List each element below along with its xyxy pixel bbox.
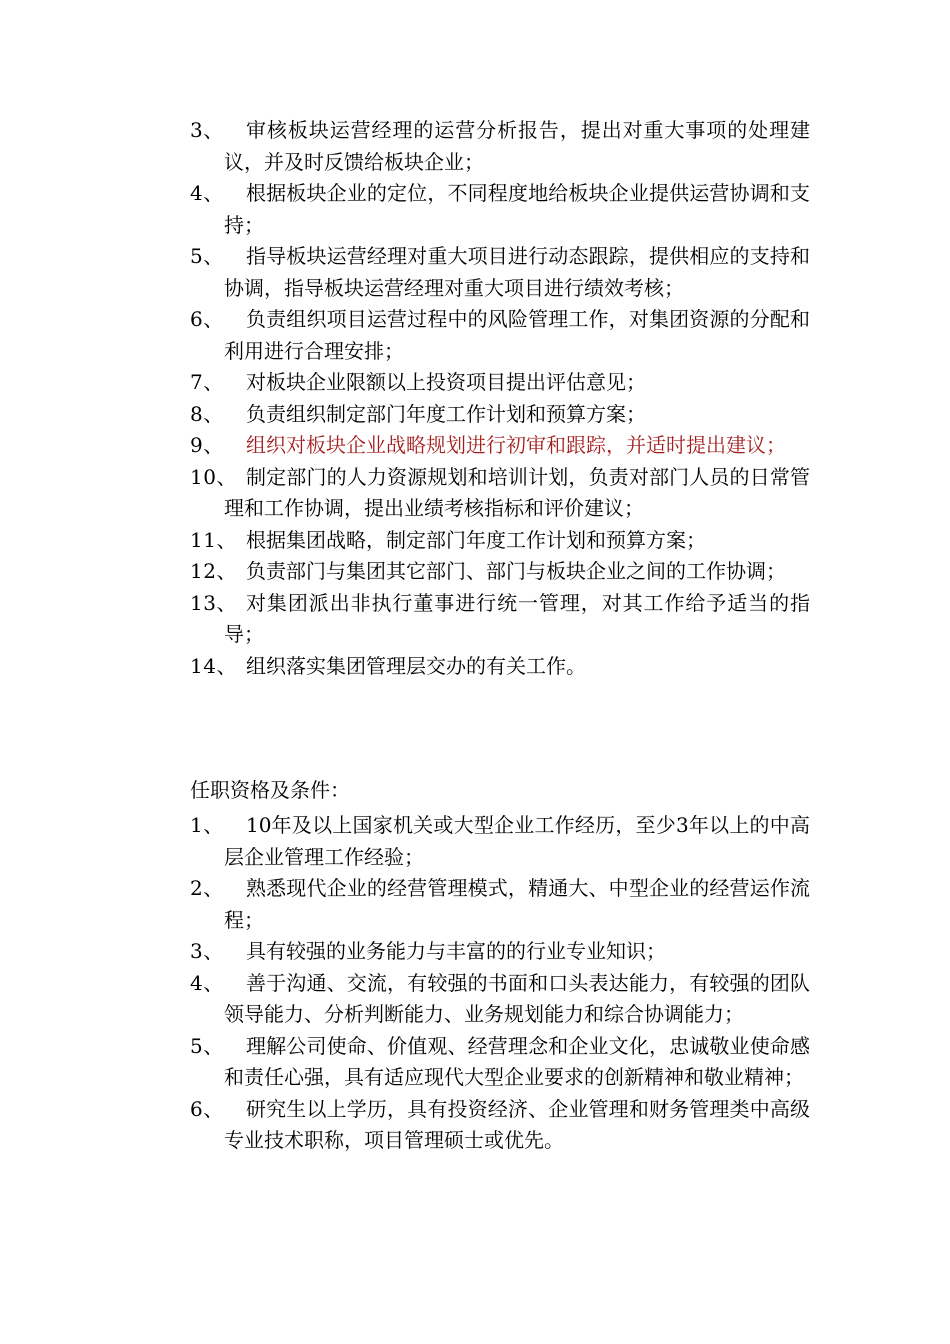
duties-list bbox=[190, 115, 810, 682]
item-number: 14、 bbox=[190, 653, 237, 678]
qualification-item bbox=[190, 936, 810, 968]
item-number: 3、 bbox=[190, 118, 224, 142]
item-text: 审核板块运营经理的运营分析报告，提出对重大事项的处理建议，并及时反馈给板块企业； bbox=[224, 118, 810, 174]
item-text: 对集团派出非执行董事进行统一管理，对其工作给予适当的指导； bbox=[224, 590, 810, 646]
item-number: 2、 bbox=[190, 876, 224, 900]
qualifications-heading: 任职资格及条件： bbox=[190, 778, 350, 802]
item-text: 对板块企业限额以上投资项目提出评估意见； bbox=[246, 370, 646, 394]
item-number: 9、 bbox=[190, 433, 224, 457]
item-text: 研究生以上学历，具有投资经济、企业管理和财务管理类中高级专业技术职称，项目管理硕士或优先。 bbox=[224, 1096, 810, 1152]
duty-item bbox=[190, 178, 810, 241]
item-text: 负责组织项目运营过程中的风险管理工作，对集团资源的分配和利用进行合理安排； bbox=[224, 307, 810, 363]
duty-item bbox=[190, 367, 810, 399]
item-number: 1、 bbox=[190, 813, 224, 837]
item-number: 11、 bbox=[190, 527, 237, 552]
item-number: 4、 bbox=[190, 970, 224, 995]
duty-item bbox=[190, 399, 810, 431]
item-text: 负责组织制定部门年度工作计划和预算方案； bbox=[246, 401, 646, 426]
item-text: 制定部门的人力资源规划和培训计划，负责对部门人员的日常管理和工作协调，提出业绩考核指标和评价建议； bbox=[224, 464, 810, 520]
duty-item-highlighted bbox=[190, 430, 810, 462]
duty-item bbox=[190, 588, 810, 651]
item-text: 根据集团战略，制定部门年度工作计划和预算方案； bbox=[246, 527, 706, 552]
item-number: 12、 bbox=[190, 559, 237, 583]
duty-item bbox=[190, 115, 810, 178]
qualification-item bbox=[190, 968, 810, 1031]
item-text: 熟悉现代企业的经营管理模式，精通大、中型企业的经营运作流程； bbox=[224, 876, 810, 932]
item-number: 5、 bbox=[190, 1033, 224, 1058]
item-text: 善于沟通、交流，有较强的书面和口头表达能力，有较强的团队领导能力、分析判断能力、业务规划能力和综合协调能力； bbox=[224, 970, 810, 1026]
item-text: 具有较强的业务能力与丰富的的行业专业知识； bbox=[246, 939, 666, 963]
item-number: 8、 bbox=[190, 401, 224, 426]
item-number: 6、 bbox=[190, 307, 224, 331]
item-number: 10、 bbox=[190, 464, 237, 489]
item-number: 7、 bbox=[190, 370, 224, 394]
duty-item bbox=[190, 462, 810, 525]
item-number: 5、 bbox=[190, 244, 224, 268]
item-text: 10年及以上国家机关或大型企业工作经历，至少3年以上的中高层企业管理工作经验； bbox=[224, 813, 810, 869]
item-text: 组织对板块企业战略规划进行初审和跟踪，并适时提出建议； bbox=[246, 433, 786, 457]
qualifications-list bbox=[190, 810, 810, 1157]
qualification-item bbox=[190, 810, 810, 873]
item-number: 3、 bbox=[190, 939, 224, 963]
duty-item bbox=[190, 651, 810, 683]
duty-item bbox=[190, 525, 810, 557]
item-text: 组织落实集团管理层交办的有关工作。 bbox=[246, 653, 586, 678]
item-number: 4、 bbox=[190, 181, 224, 205]
item-number: 13、 bbox=[190, 590, 237, 615]
duty-item bbox=[190, 241, 810, 304]
item-text: 根据板块企业的定位，不同程度地给板块企业提供运营协调和支持； bbox=[224, 181, 810, 237]
qualification-item bbox=[190, 873, 810, 936]
duty-item bbox=[190, 556, 810, 588]
qualification-item bbox=[190, 1094, 810, 1157]
item-text: 负责部门与集团其它部门、部门与板块企业之间的工作协调； bbox=[246, 559, 786, 583]
duty-item bbox=[190, 304, 810, 367]
item-number: 6、 bbox=[190, 1096, 224, 1121]
item-text: 指导板块运营经理对重大项目进行动态跟踪，提供相应的支持和协调，指导板块运营经理对重大项目进行绩效考核； bbox=[224, 244, 810, 300]
qualification-item bbox=[190, 1031, 810, 1094]
item-text: 理解公司使命、价值观、经营理念和企业文化，忠诚敬业使命感和责任心强，具有适应现代大型企业要求的创新精神和敬业精神； bbox=[224, 1033, 810, 1089]
